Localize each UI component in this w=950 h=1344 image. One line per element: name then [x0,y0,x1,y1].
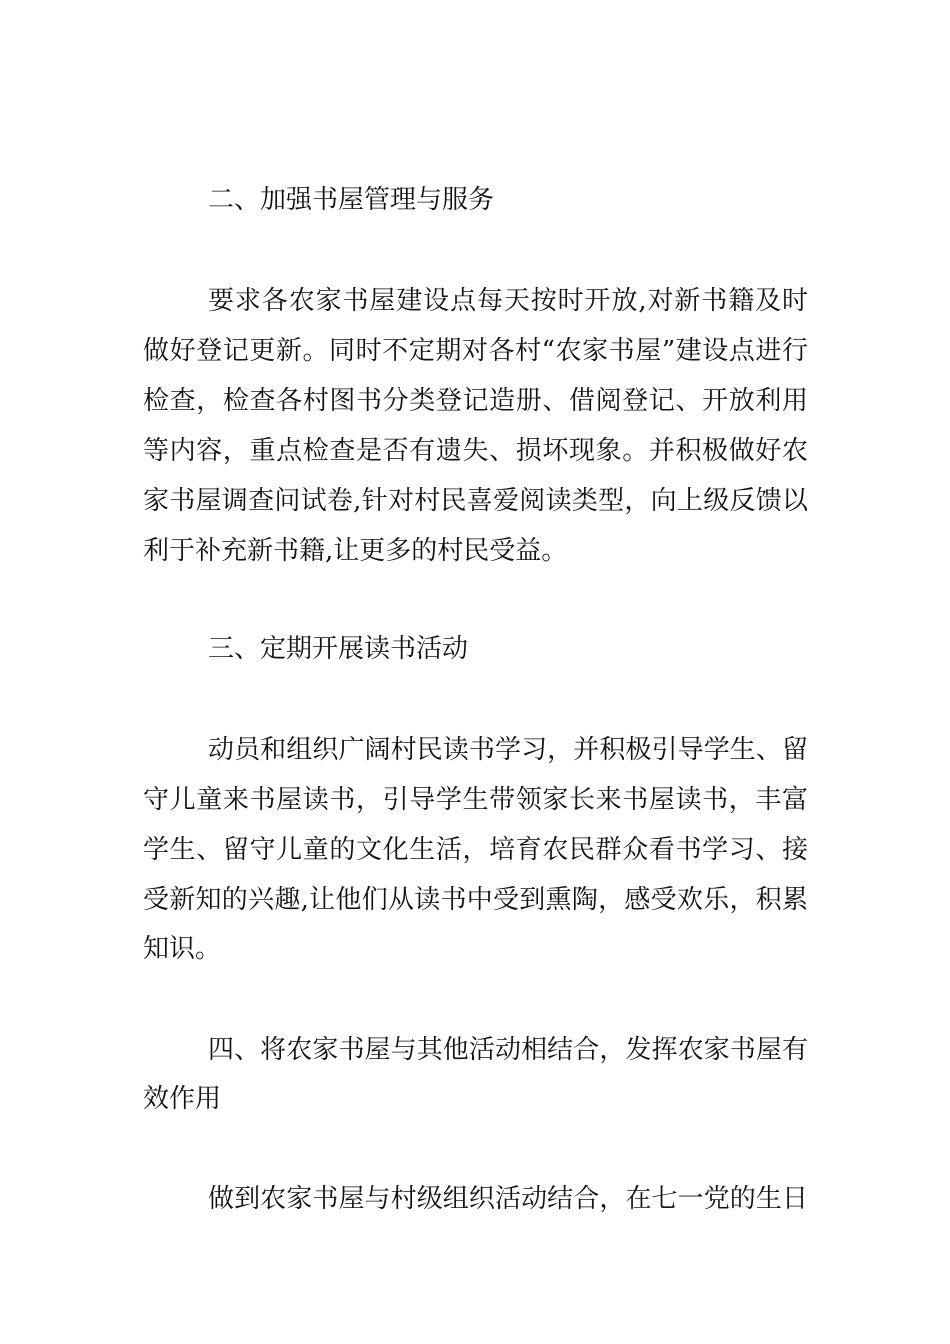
section-heading-4-continued: 效作用 [143,1084,222,1114]
paragraph-line: 等内容，重点检查是否有遗失、损坏现象。并积极做好农 [143,436,808,466]
paragraph-line: 检查，检查各村图书分类登记造册、借阅登记、开放利用 [143,386,808,416]
section-heading-3: 三、定期开展读书活动 [208,634,469,664]
paragraph-line: 做好登记更新。同时不定期对各村“农家书屋”建设点进行 [143,336,808,366]
paragraph-line: 学生、留守儿童的文化生活，培育农民群众看书学习、接 [143,835,808,865]
paragraph-line: 做到农家书屋与村级组织活动结合，在七一党的生日 [208,1184,808,1214]
section-heading-2: 二、加强书屋管理与服务 [208,185,495,215]
paragraph-line: 家书屋调查问试卷,针对村民喜爱阅读类型，向上级反馈以 [143,486,808,516]
paragraph-line: 利于补充新书籍,让更多的村民受益。 [143,536,568,566]
paragraph-line: 守儿童来书屋读书，引导学生带领家长来书屋读书，丰富 [143,785,808,815]
paragraph-line: 知识。 [143,934,222,964]
section-heading-4: 四、将农家书屋与其他活动相结合，发挥农家书屋有 [208,1035,808,1065]
paragraph-line: 受新知的兴趣,让他们从读书中受到熏陶，感受欢乐，积累 [143,885,808,915]
paragraph-line: 要求各农家书屋建设点每天按时开放,对新书籍及时 [208,286,808,316]
paragraph-line: 动员和组织广阔村民读书学习，并积极引导学生、留 [208,735,808,765]
